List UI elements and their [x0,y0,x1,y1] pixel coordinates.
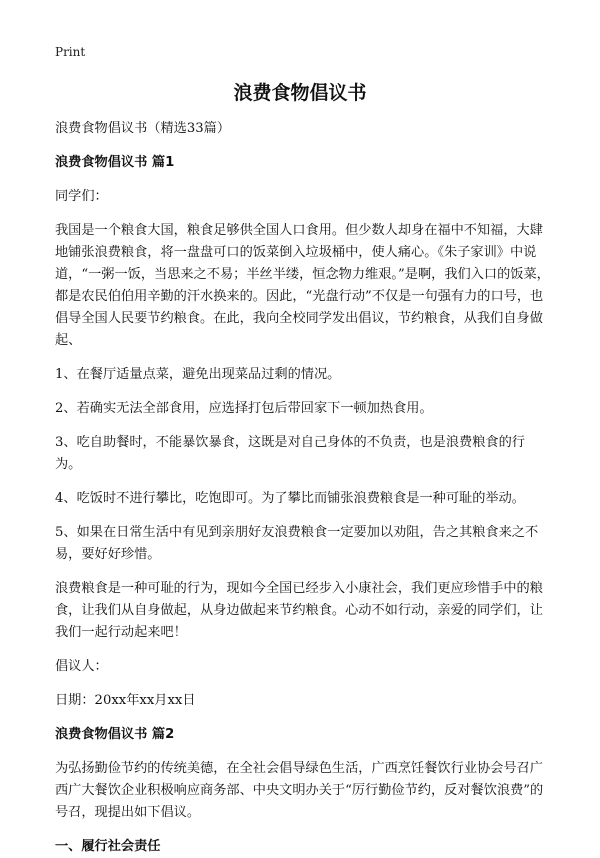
list-item: 4、吃饭时不进行攀比，吃饱即可。为了攀比而铺张浪费粮食是一种可耻的举动。 [55,491,525,506]
intro-paragraph: 我国是一个粮食大国，粮食足够供全国人口食用。但少数人却身在福中不知福，大肆地铺张浪费粮食，将一盘盘可口的饭菜倒入垃圾桶中，使人痛心。《朱子家训》中说道，“一粥一饭，当思来之不易；半丝半缕，恒念物力维艰。”是啊，我们入口的饭菜，都是农民伯伯用辛勤的汗水换来的。因此，“光盘行动”不仅是一句强有力的口号，也倡导全国人民要节约粮食。在此，我向全校同学发出倡议，节约粮食，从我们自身做起、 [55,223,550,348]
section2-intro: 为弘扬勤俭节约的传统美德，在全社会倡导绿色生活，广西烹饪餐饮行业协会号召广西广大餐饮企业积极响应商务部、中央文明办关于“厉行勤俭节约，反对餐饮浪费”的号召，现提出如下倡议。 [55,761,544,820]
section-heading-1: 浪费食物倡议书 篇1 [55,155,175,170]
list-item: 2、若确实无法全部食用，应选择打包后带回家下一顿加热食用。 [55,401,433,416]
greeting: 同学们： [55,189,108,204]
signer-line: 倡议人： [55,659,108,674]
list-item: 1、在餐厅适量点菜，避免出现菜品过剩的情况。 [55,367,341,382]
list-item: 5、如果在日常生活中有见到亲朋好友浪费粮食一定要加以劝阻，告之其粮食来之不易，要好好珍惜。 [55,525,539,562]
print-link[interactable]: Print [55,45,86,59]
document-body [55,118,550,858]
sub-heading: 一、履行社会责任 [55,839,161,854]
page-title: 浪费食物倡议书 [233,82,367,104]
date-line: 日期：20xx年xx月xx日 [55,693,196,708]
list-item: 3、吃自助餐时，不能暴饮暴食，这既是对自己身体的不负责，也是浪费粮食的行为。 [55,435,525,472]
document-subtitle: 浪费食物倡议书（精选33篇） [55,121,231,136]
section-heading-2: 浪费食物倡议书 篇2 [55,727,175,742]
closing-paragraph: 浪费粮食是一种可耻的行为，现如今全国已经步入小康社会，我们更应珍惜手中的粮食，让我们从自身做起，从身边做起来节约粮食。心动不如行动，亲爱的同学们，让我们一起行动起来吧！ [55,581,543,640]
